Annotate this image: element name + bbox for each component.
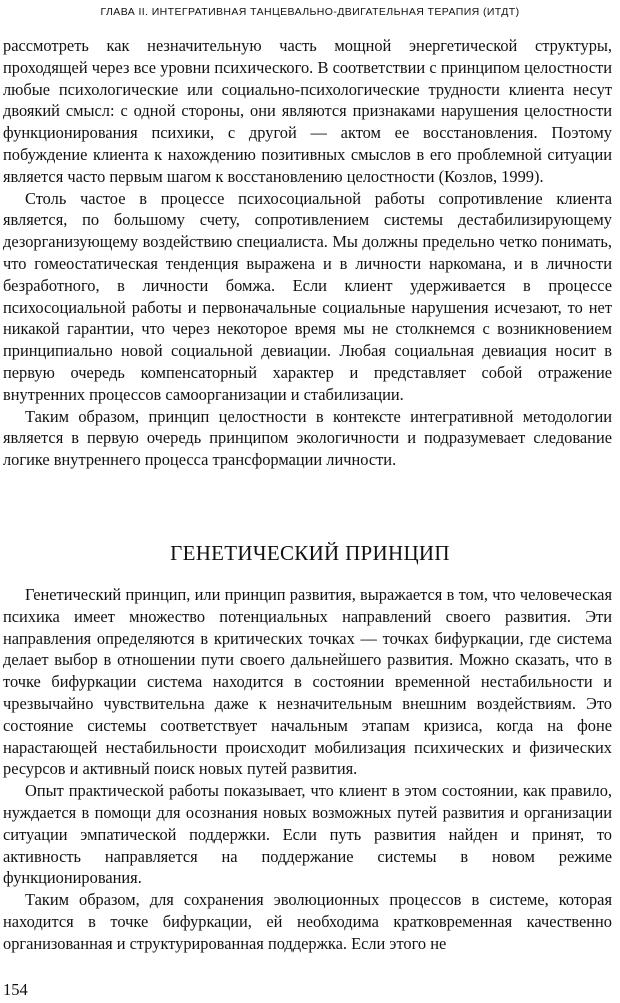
text-block-bottom bbox=[3, 584, 612, 955]
paragraph-3: Таким образом, принцип целостности в контексте интегративной методологии является в первую очередь принципом экологичности и подразумевает следование логике внутреннего процесса трансформации личности. bbox=[3, 406, 612, 470]
page-number: 154 bbox=[3, 980, 28, 999]
section-heading: ГЕНЕТИЧЕСКИЙ ПРИНЦИП bbox=[170, 541, 450, 565]
paragraph-4: Генетический принцип, или принцип развития, выражается в том, что человеческая психика имеет множество потенциальных направлений своего развития. Эти направления определяются в критических точках — точках бифуркации, где система делает выбор в отношении пути своего дальнейшего развития. Можно сказать, что в точке бифуркации система находится в состоянии временной нестабильности и чрезвычайно чувствительна даже к незначительным внешним воздействиям. Это состояние системы соответствует начальным этапам кризиса, когда на фоне нарастающей нестабильности происходит мобилизация психических и физических ресурсов и активный поиск новых путей развития. bbox=[3, 585, 612, 779]
paragraph-2: Столь частое в процессе психосоциальной работы сопротивление клиента является, по большому счету, сопротивлением системы дестабилизирующему дезорганизующему воздействию специалиста. Мы должны предельно четко понимать, что гомеостатическая тенденция выражена и в личности наркомана, и в личности безработного, в личности бомжа. Если клиент удерживается в процессе психосоциальной работы и первоначальные социальные нарушения исчезают, то нет никакой гарантии, что через некоторое время мы не столкнемся с возникновением принципиально новой социальной девиации. Любая социальная девиация носит в первую очередь компенсаторный характер и представляет собой отражение внутренних процессов самоорганизации и стабилизации. bbox=[3, 188, 612, 404]
paragraph-1: рассмотреть как незначительную часть мощной энергетической структуры, проходящей через все уровни психического. В соответствии с принципом целостности любые психологические или социально-психологические трудности клиента несут двоякий смысл: с одной стороны, они являются признаками нарушения целостности функционирования психики, с другой — актом ее восстановления. Поэтому побуждение клиента к нахождению позитивных смыслов в его проблемной ситуации является часто первым шагом к восстановлению целостности (Козлов, 1999). bbox=[3, 36, 612, 186]
paragraph-6: Таким образом, для сохранения эволюционных процессов в системе, которая находится в точке бифуркации, ей необходима кратковременная качественно организованная и структурированная поддержка. Если этого не bbox=[3, 890, 612, 953]
running-header: ГЛАВА II. ИНТЕГРАТИВНАЯ ТАНЦЕВАЛЬНО-ДВИГАТЕЛЬНАЯ ТЕРАПИЯ (ИТДТ) bbox=[100, 6, 520, 18]
text-block-top bbox=[3, 35, 612, 471]
paragraph-5: Опыт практической работы показывает, что клиент в этом состоянии, как правило, нуждается в помощи для осознания новых возможных путей развития и организации ситуации эмпатической поддержки. Если путь развития найден и принят, то активность направляется на поддержание системы в новом режиме функционирования. bbox=[3, 781, 612, 888]
